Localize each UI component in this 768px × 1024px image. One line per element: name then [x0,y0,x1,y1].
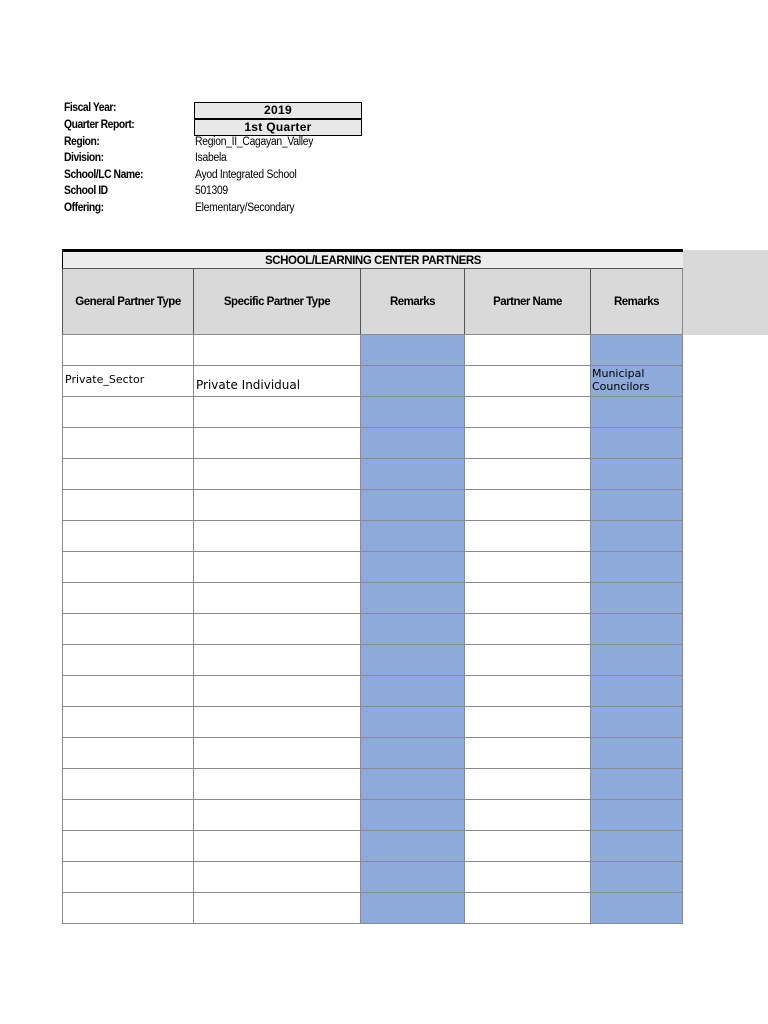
cell-partner-name [464,365,590,396]
cell-partner-name [464,458,590,489]
cell-remarks [360,675,464,706]
offering-label: Offering: [64,202,104,214]
offering-value: Elementary/Secondary [195,202,295,214]
cell-remarks-2 [590,365,683,396]
cell-remarks [360,365,464,396]
division-label: Division: [64,152,104,164]
cell-partner-name [464,737,590,768]
cell-remarks [360,737,464,768]
cell-general-partner-type [62,582,193,613]
cell-partner-name [464,396,590,427]
table-title: SCHOOL/LEARNING CENTER PARTNERS [62,249,683,268]
cell-specific-partner-type [193,706,360,737]
col-header-partner-name: Partner Name [464,268,590,334]
cell-text: Municipal Councilors [592,367,650,393]
school-id-value: 501309 [195,185,228,197]
col-header-general-partner-type: General Partner Type [62,268,193,334]
col-header-specific-partner-type: Specific Partner Type [193,268,360,334]
cell-remarks [360,520,464,551]
cell-remarks [360,489,464,520]
cell-remarks [360,458,464,489]
school-name-value: Ayod Integrated School [195,169,297,181]
cell-partner-name [464,427,590,458]
cell-text: Private Individual [196,378,301,392]
cell-remarks-2 [590,427,683,458]
cell-remarks [360,644,464,675]
cell-specific-partner-type [193,799,360,830]
cell-remarks-2 [590,613,683,644]
division-value: Isabela [195,152,227,164]
cell-general-partner-type [62,706,193,737]
cell-partner-name [464,892,590,923]
cell-specific-partner-type [193,334,360,365]
cell-specific-partner-type [193,365,360,396]
cell-remarks-2 [590,520,683,551]
region-value: Region_II_Cagayan_Valley [195,136,314,148]
fiscal-year-label: Fiscal Year: [64,102,116,114]
cell-specific-partner-type [193,737,360,768]
cell-remarks [360,892,464,923]
cell-specific-partner-type [193,396,360,427]
table-bottom-border [62,923,683,924]
cell-remarks [360,334,464,365]
col-header-remarks-2: Remarks [590,268,683,334]
cell-partner-name [464,830,590,861]
cell-general-partner-type [62,458,193,489]
cell-remarks-2 [590,799,683,830]
region-row [64,136,364,152]
cell-partner-name [464,334,590,365]
school-id-label: School ID [64,185,108,197]
cell-specific-partner-type [193,551,360,582]
cell-remarks-2 [590,675,683,706]
cell-remarks-2 [590,644,683,675]
col-header-remarks: Remarks [360,268,464,334]
cell-specific-partner-type [193,644,360,675]
cell-partner-name [464,520,590,551]
cell-partner-name [464,861,590,892]
offering-row [64,202,364,218]
cell-specific-partner-type [193,582,360,613]
school-name-row [64,169,364,185]
cell-remarks [360,830,464,861]
cell-specific-partner-type [193,892,360,923]
cell-general-partner-type [62,799,193,830]
cell-general-partner-type [62,830,193,861]
cell-general-partner-type [62,737,193,768]
cell-remarks [360,396,464,427]
cell-remarks-2 [590,334,683,365]
cell-remarks [360,861,464,892]
cell-partner-name [464,489,590,520]
cell-remarks-2 [590,861,683,892]
cell-general-partner-type [62,365,193,396]
fiscal-year-row [64,102,364,118]
cell-remarks [360,427,464,458]
cell-partner-name [464,613,590,644]
cell-general-partner-type [62,489,193,520]
region-label: Region: [64,136,100,148]
cell-general-partner-type [62,675,193,706]
cell-specific-partner-type [193,768,360,799]
cell-partner-name [464,768,590,799]
cell-specific-partner-type [193,489,360,520]
cell-remarks-2 [590,396,683,427]
cell-specific-partner-type [193,458,360,489]
school-id-row [64,185,364,201]
cell-remarks [360,799,464,830]
cell-general-partner-type [62,520,193,551]
cell-remarks-2 [590,892,683,923]
cell-remarks [360,768,464,799]
cell-partner-name [464,582,590,613]
quarter-report-label: Quarter Report: [64,119,135,131]
cell-text: Private_Sector [65,373,145,386]
cell-remarks-2 [590,768,683,799]
cell-general-partner-type [62,427,193,458]
cell-general-partner-type [62,644,193,675]
cell-remarks [360,706,464,737]
cell-specific-partner-type [193,427,360,458]
cell-specific-partner-type [193,613,360,644]
cell-partner-name [464,551,590,582]
cell-partner-name [464,644,590,675]
cell-general-partner-type [62,892,193,923]
quarter-report-row [64,119,364,135]
cell-partner-name [464,706,590,737]
cell-remarks-2 [590,737,683,768]
cell-remarks [360,582,464,613]
cell-partner-name [464,675,590,706]
cell-general-partner-type [62,613,193,644]
cell-specific-partner-type [193,830,360,861]
cell-remarks-2 [590,458,683,489]
quarter-report-value: 1st Quarter [194,119,362,136]
cell-remarks [360,613,464,644]
cell-specific-partner-type [193,861,360,892]
division-row [64,152,364,168]
cell-general-partner-type [62,861,193,892]
cell-remarks-2 [590,551,683,582]
cell-remarks [360,551,464,582]
cell-remarks-2 [590,830,683,861]
cell-specific-partner-type [193,675,360,706]
school-name-label: School/LC Name: [64,169,143,181]
cell-general-partner-type [62,551,193,582]
fiscal-year-value: 2019 [194,102,362,119]
cell-remarks-2 [590,489,683,520]
header-overflow-fill [683,250,768,335]
cell-general-partner-type [62,334,193,365]
cell-remarks-2 [590,706,683,737]
cell-remarks-2 [590,582,683,613]
cell-general-partner-type [62,396,193,427]
cell-specific-partner-type [193,520,360,551]
cell-partner-name [464,799,590,830]
cell-general-partner-type [62,768,193,799]
